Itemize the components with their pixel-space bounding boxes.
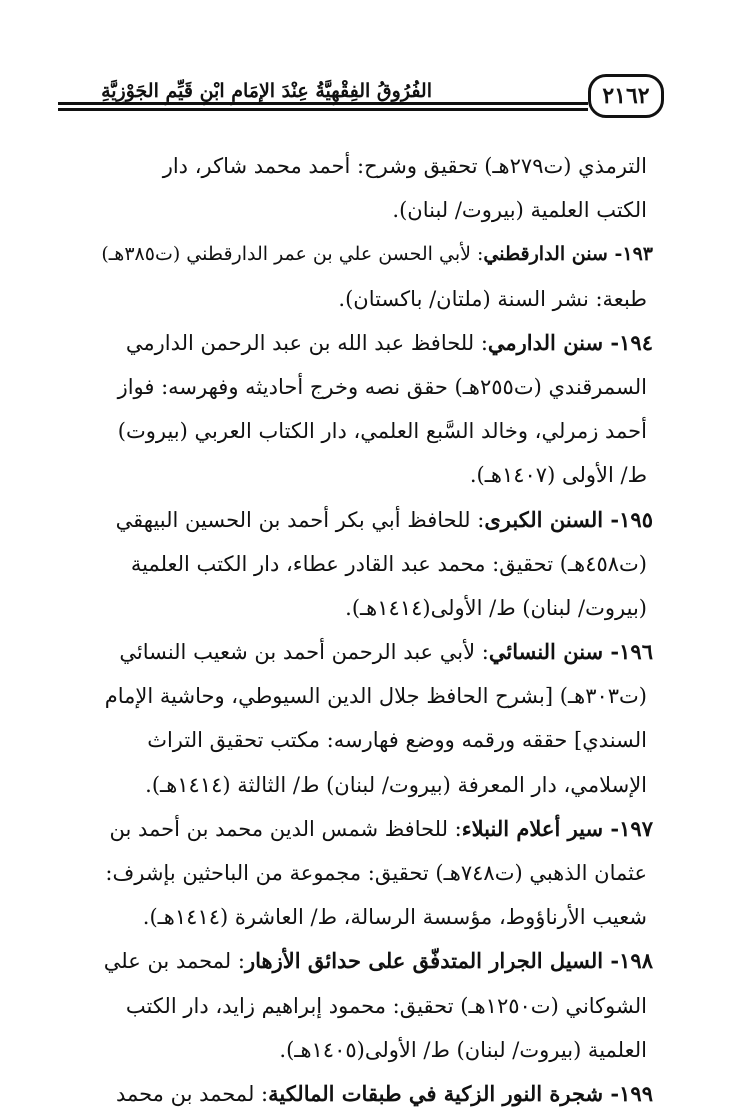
bibliography-line bbox=[91, 674, 653, 718]
bibliography-line bbox=[91, 895, 653, 939]
entry-text: الإسلامي، دار المعرفة (بيروت/ لبنان) ط/ الثالثة (١٤١٤هـ). bbox=[145, 772, 647, 797]
entry-title: سنن الدارقطني bbox=[483, 243, 608, 266]
entry-text: الشوكاني (ت١٢٥٠هـ) تحقيق: محمود إبراهيم زايد، دار الكتب bbox=[125, 993, 647, 1018]
bibliography-line bbox=[91, 453, 653, 497]
entry-text: الترمذي (ت٢٧٩هـ) تحقيق وشرح: أحمد محمد شاكر، دار bbox=[162, 154, 647, 178]
entry-text: (ت٤٥٨هـ) تحقيق: محمد عبد القادر عطاء، دار الكتب العلمية bbox=[130, 551, 647, 576]
entry-title: سير أعلام النبلاء bbox=[461, 815, 604, 841]
entry-text: (بيروت/ لبنان) ط/ الأولى(١٤١٤هـ). bbox=[345, 595, 647, 620]
entry-text: : لمحمد بن محمد bbox=[115, 1081, 269, 1106]
bibliography-line bbox=[91, 498, 653, 542]
entry-text: السمرقندي (ت٢٥٥هـ) حقق نصه وخرج أحاديثه وفهرسه: فواز bbox=[117, 374, 647, 399]
entry-text: شعيب الأرناؤوط، مؤسسة الرسالة، ط/ العاشرة (١٤١٤هـ). bbox=[142, 905, 647, 930]
bibliography-line bbox=[91, 365, 653, 409]
entry-text: السندي] حققه ورقمه ووضع فهارسه: مكتب تحقيق التراث bbox=[147, 728, 647, 753]
header-rule bbox=[58, 108, 588, 111]
bibliography-line bbox=[91, 188, 653, 232]
bibliography-line bbox=[91, 277, 653, 321]
entry-title: شجرة النور الزكية في طبقات المالكية bbox=[268, 1080, 604, 1106]
entry-text: الكتب العلمية (بيروت/ لبنان). bbox=[392, 198, 647, 223]
entry-text: : للحافظ أبي بكر أحمد بن الحسين البيهقي bbox=[115, 507, 485, 532]
bibliography-line bbox=[91, 144, 653, 188]
page-header bbox=[58, 68, 664, 126]
bibliography-line bbox=[91, 321, 653, 365]
entry-text: : للحافظ شمس الدين محمد بن أحمد بن bbox=[109, 816, 462, 841]
page-number: ٢١٦٢ bbox=[588, 74, 664, 118]
entry-number: ١٩٦- bbox=[603, 639, 653, 665]
bibliography-line bbox=[91, 232, 653, 276]
bibliography-line bbox=[91, 939, 653, 983]
bibliography-line bbox=[91, 630, 653, 674]
entry-title: سنن الدارمي bbox=[487, 329, 604, 355]
bibliography-line bbox=[91, 763, 653, 807]
header-rule bbox=[58, 102, 588, 105]
entry-text: (ت٣٠٣هـ) [بشرح الحافظ جلال الدين السيوطي، وحاشية الإمام bbox=[104, 684, 647, 709]
entry-text: : لأبي عبد الرحمن أحمد بن شعيب النسائي bbox=[119, 640, 489, 665]
entry-number: ١٩٩- bbox=[603, 1080, 653, 1106]
bibliography-line bbox=[91, 409, 653, 453]
entry-text: العلمية (بيروت/ لبنان) ط/ الأولى(١٤٠٥هـ). bbox=[279, 1037, 647, 1062]
entry-text: : لمحمد بن علي bbox=[103, 949, 245, 974]
entry-text: : للحافظ عبد الله بن عبد الرحمن الدارمي bbox=[125, 330, 488, 355]
entry-title: السيل الجرار المتدفّق على حدائق الأزهار bbox=[244, 948, 604, 974]
bibliography-line bbox=[91, 1072, 653, 1116]
bibliography-list bbox=[91, 144, 653, 1116]
entry-text: ط/ الأولى (١٤٠٧هـ). bbox=[469, 463, 647, 488]
entry-number: ١٩٧- bbox=[603, 815, 653, 841]
running-title: الفُرُوقُ الفِقْهِيَّةُ عِنْدَ الإِمَامِ ابْنِ قَيِّمِ الجَوْزِيَّةِ bbox=[101, 80, 432, 102]
entry-text: طبعة: نشر السنة (ملتان/ باكستان). bbox=[338, 286, 647, 311]
entry-text: عثمان الذهبي (ت٧٤٨هـ) تحقيق: مجموعة من الباحثين بإشرف: bbox=[105, 861, 647, 885]
bibliography-line bbox=[91, 851, 653, 895]
bibliography-line bbox=[91, 586, 653, 630]
entry-title: السنن الكبرى bbox=[484, 506, 604, 532]
bibliography-line bbox=[91, 1028, 653, 1072]
bibliography-line bbox=[91, 542, 653, 586]
entry-number: ١٩٣- bbox=[607, 243, 653, 266]
bibliography-line bbox=[91, 718, 653, 762]
entry-text: : لأبي الحسن علي بن عمر الدارقطني (ت٣٨٥هـ) bbox=[101, 243, 484, 266]
bibliography-line bbox=[91, 984, 653, 1028]
entry-number: ١٩٥- bbox=[603, 506, 653, 532]
entry-number: ١٩٤- bbox=[603, 329, 653, 355]
bibliography-line bbox=[91, 807, 653, 851]
entry-title: سنن النسائي bbox=[488, 639, 604, 665]
entry-number: ١٩٨- bbox=[603, 948, 653, 974]
entry-text: أحمد زمرلي، وخالد السَّبع العلمي، دار الكتاب العربي (بيروت) bbox=[117, 419, 647, 444]
